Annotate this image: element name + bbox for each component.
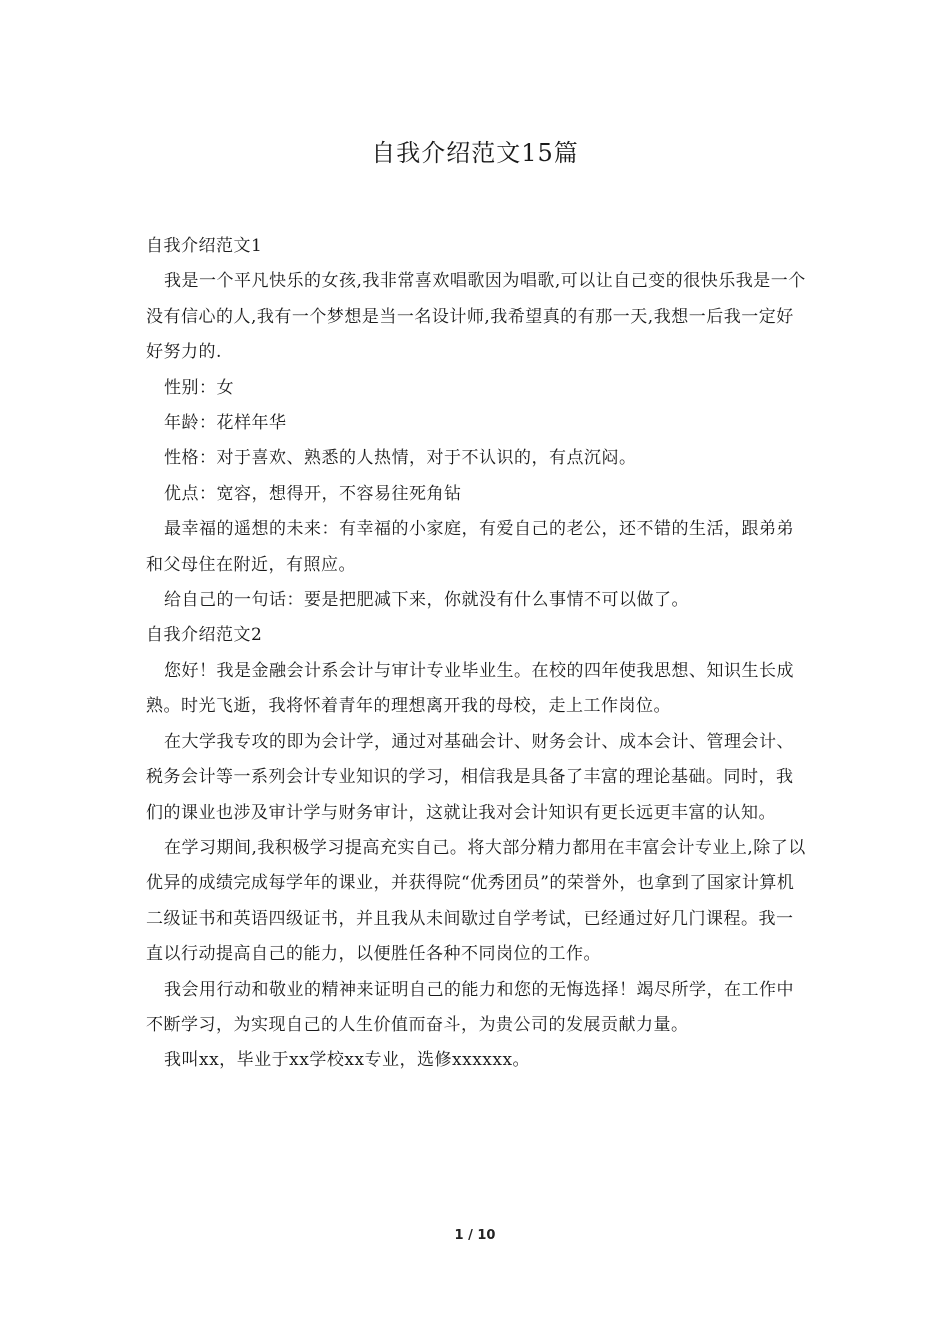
paragraph: 我会用行动和敬业的精神来证明自己的能力和您的无悔选择！竭尽所学，在工作中不断学习，为实现自己的人生价值而奋斗，为贵公司的发展贡献力量。 — [146, 979, 794, 1035]
document-body — [146, 229, 806, 1079]
paragraph: 我是一个平凡快乐的女孩,我非常喜欢唱歌因为唱歌,可以让自己变的很快乐我是一个没有信心的人,我有一个梦想是当一名设计师,我希望真的有那一天,我想一后我一定好好努力的. — [146, 271, 806, 363]
section-heading: 自我介绍范文1 — [146, 236, 263, 256]
paragraph: 在大学我专攻的即为会计学，通过对基础会计、财务会计、成本会计、管理会计、税务会计等一系列会计专业知识的学习，相信我是具备了丰富的理论基础。同时，我们的课业也涉及审计学与财务审计，这就让我对会计知识有更长远更丰富的认知。 — [146, 731, 794, 823]
paragraph: 在学习期间,我积极学习提高充实自己。将大部分精力都用在丰富会计专业上,除了以优异的成绩完成每学年的课业，并获得院“优秀团员”的荣誉外，也拿到了国家计算机二级证书和英语四级证书，并且我从未间歇过自学考试，已经通过好几门课程。我一直以行动提高自己的能力，以便胜任各种不同岗位的工作。 — [146, 837, 806, 965]
paragraph: 年龄：花样年华 — [164, 413, 287, 434]
paragraph: 优点：宽容，想得开，不容易往死角钻 — [164, 483, 462, 504]
paragraph: 我叫xx，毕业于xx学校xx专业，选修xxxxxx。 — [164, 1050, 531, 1071]
page-number: 1 / 10 — [454, 1228, 496, 1243]
paragraph: 性别：女 — [164, 377, 234, 398]
section-heading: 自我介绍范文2 — [146, 625, 263, 646]
paragraph: 给自己的一句话：要是把肥减下来，你就没有什么事情不可以做了。 — [164, 590, 689, 611]
paragraph: 最幸福的遥想的未来：有幸福的小家庭，有爱自己的老公，还不错的生活，跟弟弟和父母住在附近，有照应。 — [146, 519, 794, 575]
paragraph: 您好！我是金融会计系会计与审计专业毕业生。在校的四年使我思想、知识生长成熟。时光飞逝，我将怀着青年的理想离开我的母校，走上工作岗位。 — [146, 660, 794, 717]
paragraph: 性格：对于喜欢、熟悉的人热情，对于不认识的，有点沉闷。 — [164, 448, 637, 469]
document-title: 自我介绍范文15篇 — [371, 139, 579, 167]
